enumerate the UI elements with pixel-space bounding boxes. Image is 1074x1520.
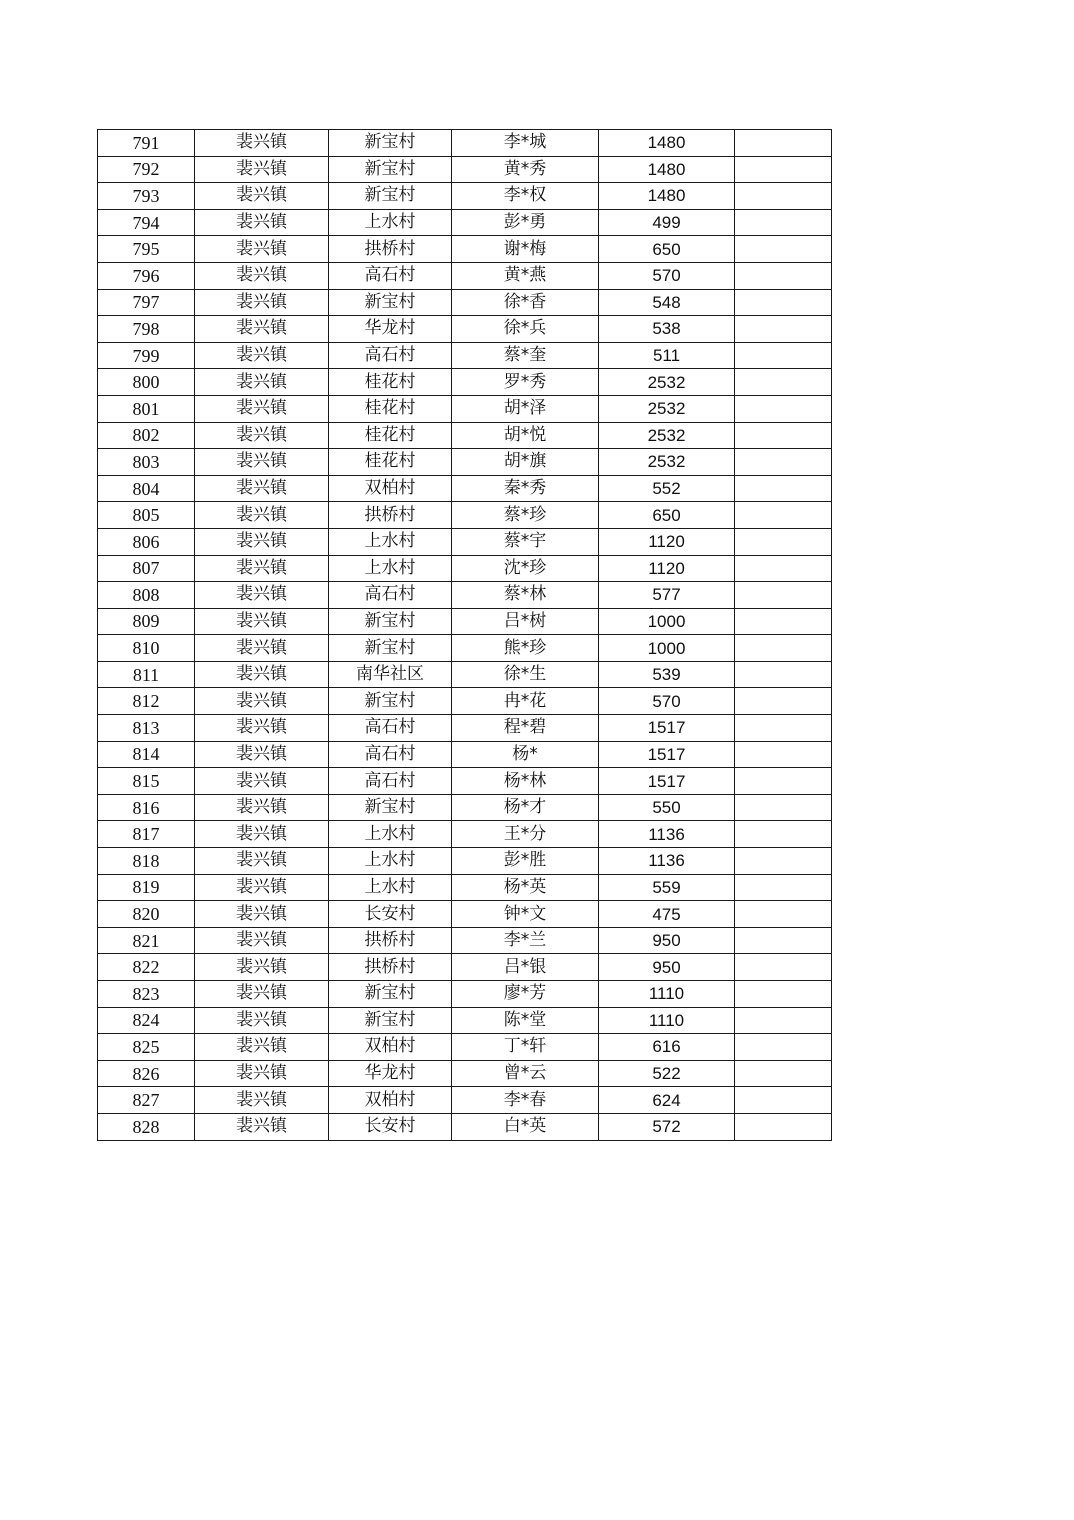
amount-cell: 1136 bbox=[599, 821, 735, 848]
row-number-cell: 807 bbox=[98, 555, 195, 582]
table-row bbox=[98, 422, 832, 449]
village-cell: 高石村 bbox=[329, 741, 452, 768]
row-number-cell: 826 bbox=[98, 1060, 195, 1087]
village-cell: 桂花村 bbox=[329, 395, 452, 422]
town-cell: 裴兴镇 bbox=[195, 449, 329, 476]
note-cell bbox=[735, 475, 832, 502]
note-cell bbox=[735, 768, 832, 795]
person-name-cell: 钟*文 bbox=[452, 901, 599, 928]
town-cell: 裴兴镇 bbox=[195, 369, 329, 396]
town-cell: 裴兴镇 bbox=[195, 183, 329, 210]
amount-cell: 499 bbox=[599, 209, 735, 236]
note-cell bbox=[735, 183, 832, 210]
person-name-cell: 徐*香 bbox=[452, 289, 599, 316]
row-number-cell: 791 bbox=[98, 130, 195, 157]
row-number-cell: 817 bbox=[98, 821, 195, 848]
table-row bbox=[98, 475, 832, 502]
village-cell: 高石村 bbox=[329, 262, 452, 289]
person-name-cell: 彭*胜 bbox=[452, 848, 599, 875]
amount-cell: 1120 bbox=[599, 528, 735, 555]
row-number-cell: 801 bbox=[98, 395, 195, 422]
note-cell bbox=[735, 927, 832, 954]
town-cell: 裴兴镇 bbox=[195, 262, 329, 289]
amount-cell: 1000 bbox=[599, 608, 735, 635]
row-number-cell: 796 bbox=[98, 262, 195, 289]
town-cell: 裴兴镇 bbox=[195, 981, 329, 1008]
town-cell: 裴兴镇 bbox=[195, 901, 329, 928]
note-cell bbox=[735, 1034, 832, 1061]
town-cell: 裴兴镇 bbox=[195, 1113, 329, 1140]
person-name-cell: 蔡*珍 bbox=[452, 502, 599, 529]
table-row bbox=[98, 555, 832, 582]
village-cell: 拱桥村 bbox=[329, 954, 452, 981]
village-cell: 新宝村 bbox=[329, 1007, 452, 1034]
person-name-cell: 曾*云 bbox=[452, 1060, 599, 1087]
amount-cell: 2532 bbox=[599, 449, 735, 476]
amount-cell: 538 bbox=[599, 316, 735, 343]
person-name-cell: 蔡*宇 bbox=[452, 528, 599, 555]
amount-cell: 950 bbox=[599, 954, 735, 981]
person-name-cell: 徐*生 bbox=[452, 661, 599, 688]
row-number-cell: 823 bbox=[98, 981, 195, 1008]
village-cell: 新宝村 bbox=[329, 608, 452, 635]
row-number-cell: 798 bbox=[98, 316, 195, 343]
village-cell: 长安村 bbox=[329, 1113, 452, 1140]
town-cell: 裴兴镇 bbox=[195, 874, 329, 901]
note-cell bbox=[735, 981, 832, 1008]
amount-cell: 650 bbox=[599, 502, 735, 529]
amount-cell: 572 bbox=[599, 1113, 735, 1140]
amount-cell: 1136 bbox=[599, 848, 735, 875]
table-row bbox=[98, 1034, 832, 1061]
town-cell: 裴兴镇 bbox=[195, 236, 329, 263]
table-row bbox=[98, 183, 832, 210]
note-cell bbox=[735, 342, 832, 369]
row-number-cell: 827 bbox=[98, 1087, 195, 1114]
person-name-cell: 罗*秀 bbox=[452, 369, 599, 396]
row-number-cell: 800 bbox=[98, 369, 195, 396]
person-name-cell: 丁*轩 bbox=[452, 1034, 599, 1061]
amount-cell: 950 bbox=[599, 927, 735, 954]
town-cell: 裴兴镇 bbox=[195, 502, 329, 529]
town-cell: 裴兴镇 bbox=[195, 395, 329, 422]
row-number-cell: 804 bbox=[98, 475, 195, 502]
table-row bbox=[98, 794, 832, 821]
table-row bbox=[98, 369, 832, 396]
row-number-cell: 802 bbox=[98, 422, 195, 449]
note-cell bbox=[735, 236, 832, 263]
town-cell: 裴兴镇 bbox=[195, 741, 329, 768]
note-cell bbox=[735, 715, 832, 742]
town-cell: 裴兴镇 bbox=[195, 848, 329, 875]
person-name-cell: 李*权 bbox=[452, 183, 599, 210]
village-cell: 新宝村 bbox=[329, 981, 452, 1008]
table-row bbox=[98, 289, 832, 316]
village-cell: 拱桥村 bbox=[329, 502, 452, 529]
town-cell: 裴兴镇 bbox=[195, 1034, 329, 1061]
amount-cell: 522 bbox=[599, 1060, 735, 1087]
amount-cell: 1110 bbox=[599, 981, 735, 1008]
person-name-cell: 黄*秀 bbox=[452, 156, 599, 183]
person-name-cell: 黄*燕 bbox=[452, 262, 599, 289]
town-cell: 裴兴镇 bbox=[195, 475, 329, 502]
town-cell: 裴兴镇 bbox=[195, 954, 329, 981]
amount-cell: 1517 bbox=[599, 741, 735, 768]
amount-cell: 577 bbox=[599, 582, 735, 609]
village-cell: 双柏村 bbox=[329, 1034, 452, 1061]
row-number-cell: 792 bbox=[98, 156, 195, 183]
amount-cell: 559 bbox=[599, 874, 735, 901]
row-number-cell: 820 bbox=[98, 901, 195, 928]
table-row bbox=[98, 901, 832, 928]
row-number-cell: 813 bbox=[98, 715, 195, 742]
note-cell bbox=[735, 449, 832, 476]
note-cell bbox=[735, 555, 832, 582]
village-cell: 上水村 bbox=[329, 209, 452, 236]
row-number-cell: 797 bbox=[98, 289, 195, 316]
village-cell: 高石村 bbox=[329, 342, 452, 369]
village-cell: 上水村 bbox=[329, 848, 452, 875]
table-row bbox=[98, 608, 832, 635]
note-cell bbox=[735, 369, 832, 396]
village-cell: 高石村 bbox=[329, 582, 452, 609]
person-name-cell: 李*城 bbox=[452, 130, 599, 157]
amount-cell: 624 bbox=[599, 1087, 735, 1114]
note-cell bbox=[735, 874, 832, 901]
note-cell bbox=[735, 582, 832, 609]
village-cell: 新宝村 bbox=[329, 156, 452, 183]
table-row bbox=[98, 927, 832, 954]
person-name-cell: 冉*花 bbox=[452, 688, 599, 715]
table-row bbox=[98, 316, 832, 343]
amount-cell: 552 bbox=[599, 475, 735, 502]
row-number-cell: 814 bbox=[98, 741, 195, 768]
village-cell: 双柏村 bbox=[329, 1087, 452, 1114]
town-cell: 裴兴镇 bbox=[195, 209, 329, 236]
row-number-cell: 818 bbox=[98, 848, 195, 875]
row-number-cell: 809 bbox=[98, 608, 195, 635]
person-name-cell: 胡*泽 bbox=[452, 395, 599, 422]
amount-cell: 2532 bbox=[599, 395, 735, 422]
note-cell bbox=[735, 635, 832, 662]
amount-cell: 550 bbox=[599, 794, 735, 821]
note-cell bbox=[735, 794, 832, 821]
table-row bbox=[98, 981, 832, 1008]
row-number-cell: 819 bbox=[98, 874, 195, 901]
note-cell bbox=[735, 688, 832, 715]
amount-cell: 1517 bbox=[599, 715, 735, 742]
row-number-cell: 808 bbox=[98, 582, 195, 609]
row-number-cell: 821 bbox=[98, 927, 195, 954]
person-name-cell: 杨* bbox=[452, 741, 599, 768]
table-row bbox=[98, 661, 832, 688]
village-cell: 新宝村 bbox=[329, 130, 452, 157]
person-name-cell: 胡*悦 bbox=[452, 422, 599, 449]
village-cell: 新宝村 bbox=[329, 635, 452, 662]
note-cell bbox=[735, 528, 832, 555]
table-row bbox=[98, 528, 832, 555]
town-cell: 裴兴镇 bbox=[195, 794, 329, 821]
town-cell: 裴兴镇 bbox=[195, 1087, 329, 1114]
village-cell: 新宝村 bbox=[329, 289, 452, 316]
town-cell: 裴兴镇 bbox=[195, 688, 329, 715]
row-number-cell: 810 bbox=[98, 635, 195, 662]
person-name-cell: 吕*树 bbox=[452, 608, 599, 635]
amount-cell: 1480 bbox=[599, 183, 735, 210]
person-name-cell: 秦*秀 bbox=[452, 475, 599, 502]
village-cell: 上水村 bbox=[329, 821, 452, 848]
table-row bbox=[98, 156, 832, 183]
village-cell: 高石村 bbox=[329, 715, 452, 742]
person-name-cell: 白*英 bbox=[452, 1113, 599, 1140]
person-name-cell: 蔡*林 bbox=[452, 582, 599, 609]
table-row bbox=[98, 954, 832, 981]
table-row bbox=[98, 262, 832, 289]
village-cell: 双柏村 bbox=[329, 475, 452, 502]
town-cell: 裴兴镇 bbox=[195, 821, 329, 848]
amount-cell: 616 bbox=[599, 1034, 735, 1061]
town-cell: 裴兴镇 bbox=[195, 130, 329, 157]
village-cell: 拱桥村 bbox=[329, 927, 452, 954]
row-number-cell: 795 bbox=[98, 236, 195, 263]
person-name-cell: 沈*珍 bbox=[452, 555, 599, 582]
amount-cell: 2532 bbox=[599, 422, 735, 449]
village-cell: 新宝村 bbox=[329, 183, 452, 210]
amount-cell: 2532 bbox=[599, 369, 735, 396]
note-cell bbox=[735, 608, 832, 635]
table-row bbox=[98, 236, 832, 263]
town-cell: 裴兴镇 bbox=[195, 635, 329, 662]
table-row bbox=[98, 821, 832, 848]
note-cell bbox=[735, 1007, 832, 1034]
note-cell bbox=[735, 661, 832, 688]
table-row bbox=[98, 502, 832, 529]
village-cell: 新宝村 bbox=[329, 794, 452, 821]
row-number-cell: 815 bbox=[98, 768, 195, 795]
table-row bbox=[98, 768, 832, 795]
amount-cell: 475 bbox=[599, 901, 735, 928]
table-row bbox=[98, 1060, 832, 1087]
note-cell bbox=[735, 156, 832, 183]
person-name-cell: 谢*梅 bbox=[452, 236, 599, 263]
person-name-cell: 程*碧 bbox=[452, 715, 599, 742]
town-cell: 裴兴镇 bbox=[195, 1060, 329, 1087]
person-name-cell: 杨*才 bbox=[452, 794, 599, 821]
village-cell: 南华社区 bbox=[329, 661, 452, 688]
table-row bbox=[98, 1113, 832, 1140]
town-cell: 裴兴镇 bbox=[195, 715, 329, 742]
row-number-cell: 828 bbox=[98, 1113, 195, 1140]
town-cell: 裴兴镇 bbox=[195, 289, 329, 316]
village-cell: 长安村 bbox=[329, 901, 452, 928]
row-number-cell: 825 bbox=[98, 1034, 195, 1061]
note-cell bbox=[735, 502, 832, 529]
person-name-cell: 彭*勇 bbox=[452, 209, 599, 236]
village-cell: 上水村 bbox=[329, 555, 452, 582]
village-cell: 华龙村 bbox=[329, 316, 452, 343]
table-row bbox=[98, 688, 832, 715]
village-cell: 高石村 bbox=[329, 768, 452, 795]
person-name-cell: 吕*银 bbox=[452, 954, 599, 981]
row-number-cell: 812 bbox=[98, 688, 195, 715]
town-cell: 裴兴镇 bbox=[195, 528, 329, 555]
table-row bbox=[98, 209, 832, 236]
town-cell: 裴兴镇 bbox=[195, 927, 329, 954]
amount-cell: 1000 bbox=[599, 635, 735, 662]
roster-table bbox=[97, 129, 832, 1141]
note-cell bbox=[735, 316, 832, 343]
note-cell bbox=[735, 1113, 832, 1140]
row-number-cell: 793 bbox=[98, 183, 195, 210]
person-name-cell: 李*兰 bbox=[452, 927, 599, 954]
row-number-cell: 806 bbox=[98, 528, 195, 555]
village-cell: 上水村 bbox=[329, 528, 452, 555]
note-cell bbox=[735, 901, 832, 928]
person-name-cell: 李*春 bbox=[452, 1087, 599, 1114]
town-cell: 裴兴镇 bbox=[195, 422, 329, 449]
town-cell: 裴兴镇 bbox=[195, 1007, 329, 1034]
village-cell: 桂花村 bbox=[329, 369, 452, 396]
table-row bbox=[98, 582, 832, 609]
note-cell bbox=[735, 130, 832, 157]
amount-cell: 570 bbox=[599, 262, 735, 289]
person-name-cell: 陈*堂 bbox=[452, 1007, 599, 1034]
table-row bbox=[98, 1087, 832, 1114]
table-row bbox=[98, 395, 832, 422]
village-cell: 新宝村 bbox=[329, 688, 452, 715]
note-cell bbox=[735, 289, 832, 316]
amount-cell: 1480 bbox=[599, 130, 735, 157]
note-cell bbox=[735, 1087, 832, 1114]
town-cell: 裴兴镇 bbox=[195, 768, 329, 795]
row-number-cell: 816 bbox=[98, 794, 195, 821]
town-cell: 裴兴镇 bbox=[195, 156, 329, 183]
village-cell: 桂花村 bbox=[329, 449, 452, 476]
row-number-cell: 799 bbox=[98, 342, 195, 369]
note-cell bbox=[735, 422, 832, 449]
note-cell bbox=[735, 848, 832, 875]
amount-cell: 511 bbox=[599, 342, 735, 369]
table-row bbox=[98, 130, 832, 157]
person-name-cell: 徐*兵 bbox=[452, 316, 599, 343]
note-cell bbox=[735, 1060, 832, 1087]
town-cell: 裴兴镇 bbox=[195, 582, 329, 609]
village-cell: 桂花村 bbox=[329, 422, 452, 449]
note-cell bbox=[735, 954, 832, 981]
table-row bbox=[98, 1007, 832, 1034]
note-cell bbox=[735, 395, 832, 422]
row-number-cell: 794 bbox=[98, 209, 195, 236]
amount-cell: 1110 bbox=[599, 1007, 735, 1034]
amount-cell: 539 bbox=[599, 661, 735, 688]
row-number-cell: 822 bbox=[98, 954, 195, 981]
row-number-cell: 824 bbox=[98, 1007, 195, 1034]
town-cell: 裴兴镇 bbox=[195, 342, 329, 369]
table-row bbox=[98, 449, 832, 476]
town-cell: 裴兴镇 bbox=[195, 555, 329, 582]
amount-cell: 548 bbox=[599, 289, 735, 316]
note-cell bbox=[735, 741, 832, 768]
amount-cell: 1120 bbox=[599, 555, 735, 582]
amount-cell: 1480 bbox=[599, 156, 735, 183]
row-number-cell: 803 bbox=[98, 449, 195, 476]
person-name-cell: 胡*旗 bbox=[452, 449, 599, 476]
village-cell: 上水村 bbox=[329, 874, 452, 901]
town-cell: 裴兴镇 bbox=[195, 316, 329, 343]
row-number-cell: 805 bbox=[98, 502, 195, 529]
amount-cell: 570 bbox=[599, 688, 735, 715]
note-cell bbox=[735, 209, 832, 236]
village-cell: 拱桥村 bbox=[329, 236, 452, 263]
roster-table-body bbox=[98, 130, 832, 1141]
amount-cell: 650 bbox=[599, 236, 735, 263]
person-name-cell: 王*分 bbox=[452, 821, 599, 848]
note-cell bbox=[735, 821, 832, 848]
person-name-cell: 杨*英 bbox=[452, 874, 599, 901]
table-row bbox=[98, 715, 832, 742]
town-cell: 裴兴镇 bbox=[195, 608, 329, 635]
village-cell: 华龙村 bbox=[329, 1060, 452, 1087]
person-name-cell: 廖*芳 bbox=[452, 981, 599, 1008]
table-row bbox=[98, 741, 832, 768]
person-name-cell: 蔡*奎 bbox=[452, 342, 599, 369]
table-row bbox=[98, 635, 832, 662]
town-cell: 裴兴镇 bbox=[195, 661, 329, 688]
table-row bbox=[98, 342, 832, 369]
note-cell bbox=[735, 262, 832, 289]
person-name-cell: 杨*林 bbox=[452, 768, 599, 795]
amount-cell: 1517 bbox=[599, 768, 735, 795]
table-row bbox=[98, 874, 832, 901]
table-row bbox=[98, 848, 832, 875]
person-name-cell: 熊*珍 bbox=[452, 635, 599, 662]
row-number-cell: 811 bbox=[98, 661, 195, 688]
